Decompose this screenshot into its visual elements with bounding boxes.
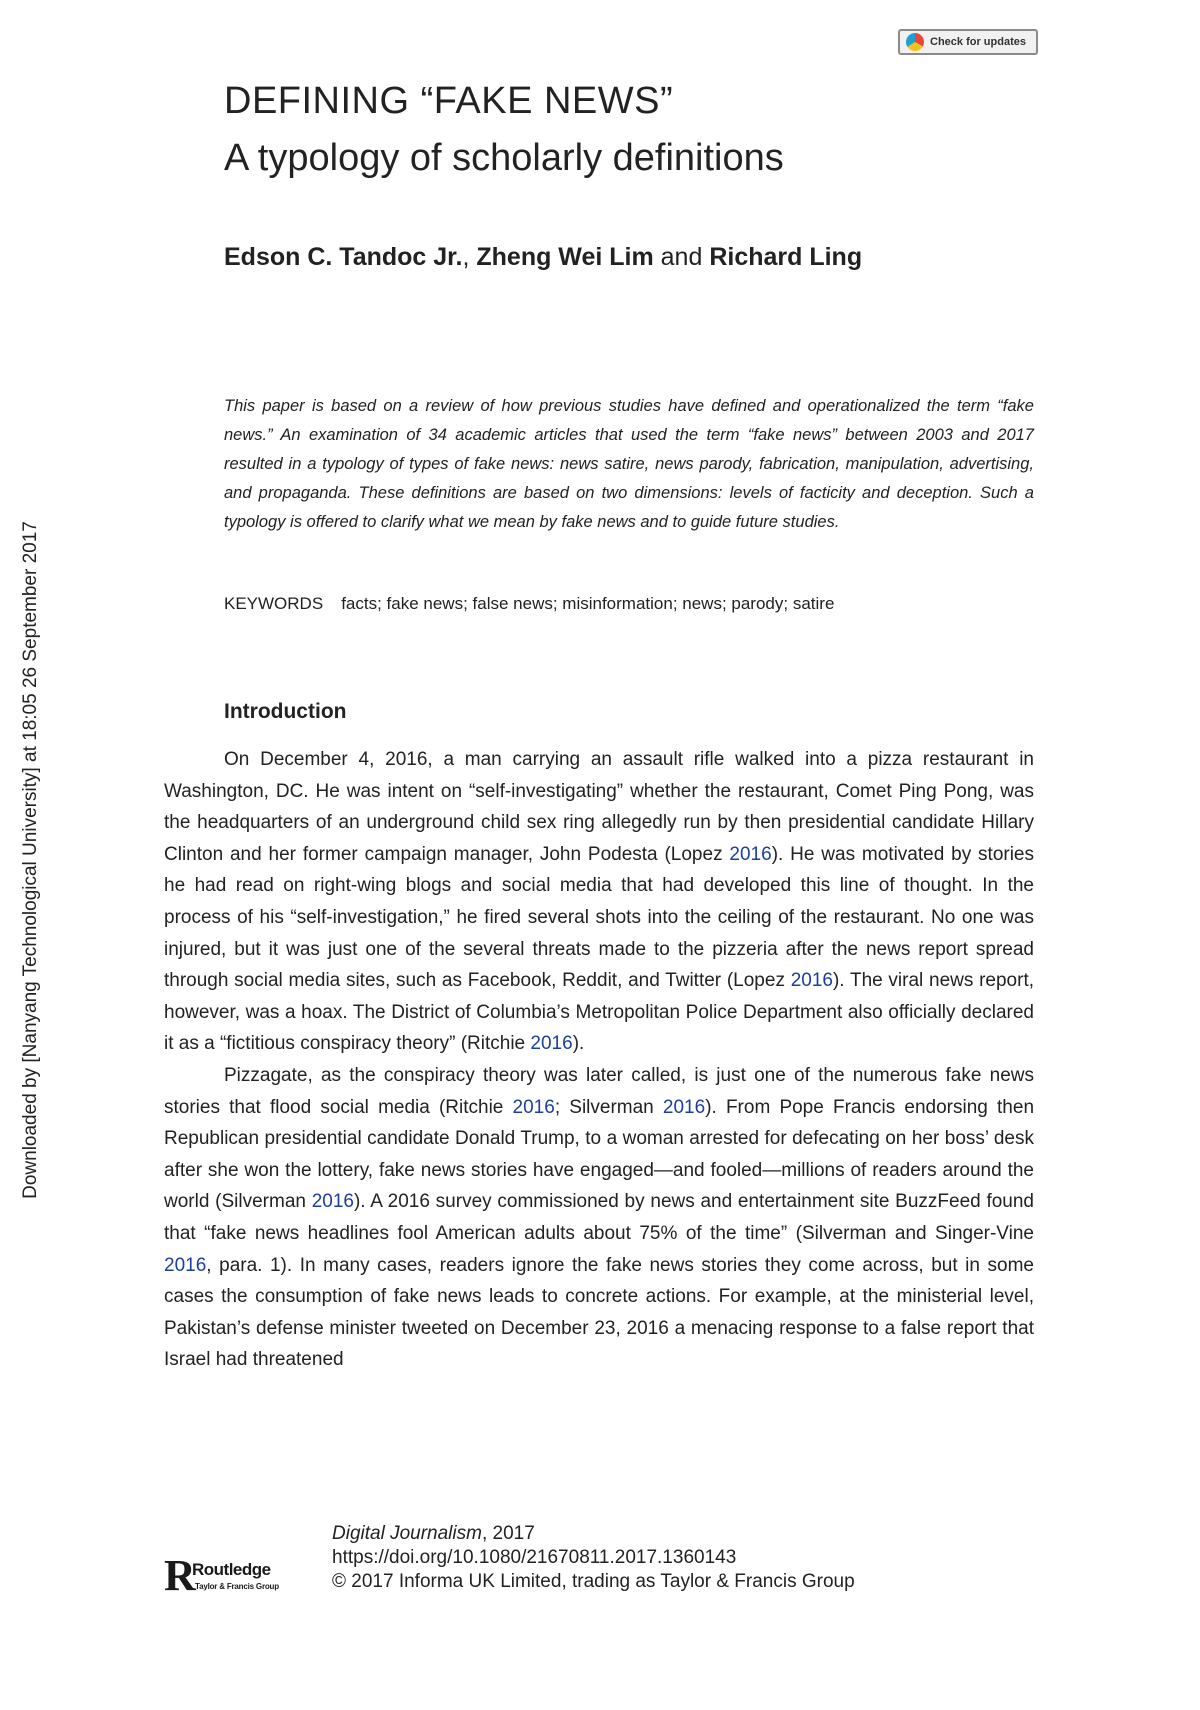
citation-link[interactable]: 2016: [164, 1254, 207, 1276]
author-3[interactable]: Richard Ling: [709, 243, 863, 271]
routledge-r-icon: R: [164, 1551, 196, 1600]
citation-link[interactable]: 2016: [729, 843, 772, 865]
abstract: This paper is based on a review of how previous studies have defined and operationalized the term “fake news.” An examination of 34 academic articles that used the term “fake news” between 2003 and 2017 resulted in a typology of types of fake news: news satire, news parody, fabrication, manipulation, advertising, and propaganda. These definitions are based on two dimensions: levels of facticity and deception. Such a typology is offered to clarify what we mean by fake news and to guide future studies.: [224, 397, 1034, 531]
section-heading-introduction: Introduction: [224, 700, 347, 723]
journal-year: , 2017: [481, 1523, 535, 1544]
author-2[interactable]: Zheng Wei Lim: [476, 243, 654, 271]
paragraph: [164, 744, 1034, 1060]
citation-link[interactable]: 2016: [790, 970, 833, 992]
keywords-text: facts; fake news; false news; misinformation; news; parody; satire: [341, 594, 835, 613]
logo-subtitle: Taylor & Francis Group: [195, 1582, 279, 1591]
doi-link[interactable]: https://doi.org/10.1080/21670811.2017.1360143: [332, 1547, 737, 1568]
text-run: ). A 2016 survey commissioned by news and entertainment site BuzzFeed found that “fake news headlines fool American adults about 75% of the time” (Silverman and Singer-Vine: [164, 1191, 1034, 1244]
citation-link[interactable]: 2016: [512, 1096, 555, 1118]
badge-label: Check for updates: [930, 36, 1026, 48]
citation-link[interactable]: 2016: [311, 1191, 354, 1213]
citation-footer: [332, 1522, 855, 1594]
text-run: ; Silverman: [554, 1096, 663, 1118]
keywords: [224, 594, 834, 614]
article-title-line2: A typology of scholarly definitions: [224, 137, 784, 179]
paragraph: [164, 1060, 1034, 1376]
keywords-label: KEYWORDS: [224, 594, 324, 613]
download-notice: Downloaded by [Nanyang Technological University] at 18:05 26 September 2017: [20, 521, 41, 1199]
citation-link[interactable]: 2016: [530, 1033, 573, 1055]
text-run: On December 4, 2016, a man carrying an assault rifle walked into a pizza restaurant in Washington, DC. He was intent on “self-investigating” whether the restaurant, Comet Ping Pong, was the headquarters of an underground child sex ring allegedly run by then presidential candidate Hillary Clinton and her former campaign manager, John Podesta (Lopez: [164, 749, 1034, 865]
author-sep-1: ,: [462, 243, 477, 271]
text-run: ). He was motivated by stories he had read on right-wing blogs and social media that had developed this line of thought. In the process of his “self-investigation,” he fired several shots into the ceiling of the restaurant. No one was injured, but it was just one of the several threats made to the pizzeria after the news report spread through social media sites, such as Facebook, Reddit, and Twitter (Lopez: [164, 843, 1035, 992]
author-sep-2: and: [653, 243, 710, 271]
routledge-logo: [164, 1551, 300, 1600]
text-run: , para. 1). In many cases, readers ignore the fake news stories they come across, but in some cases the consumption of fake news leads to concrete actions. For example, at the ministerial level, Pakistan’s defense minister tweeted on December 23, 2016 a menacing response to a false report that Israel had threatened: [164, 1254, 1034, 1371]
journal-name: Digital Journalism: [332, 1523, 482, 1544]
article-title-line1: DEFINING “FAKE NEWS”: [224, 80, 674, 122]
text-run: ). The viral news report, however, was a hoax. The District of Columbia’s Metropolitan Police Department also officially declared it as a “fictitious conspiracy theory” (Ritchie: [164, 970, 1034, 1055]
crossmark-icon: [906, 33, 924, 51]
check-for-updates-badge[interactable]: [898, 29, 1038, 55]
citation-link[interactable]: 2016: [662, 1096, 706, 1118]
copyright: © 2017 Informa UK Limited, trading as Taylor & Francis Group: [332, 1571, 855, 1592]
author-list: [224, 243, 862, 272]
logo-brand: Routledge: [192, 1560, 271, 1579]
text-run: ).: [572, 1033, 585, 1055]
text-run: Pizzagate, as the conspiracy theory was later called, is just one of the numerous fake news stories that flood social media (Ritchie: [164, 1064, 1034, 1118]
author-1[interactable]: Edson C. Tandoc Jr.: [224, 243, 463, 271]
body-text: [164, 744, 1034, 1376]
text-run: ). From Pope Francis endorsing then Republican presidential candidate Donald Trump, to a woman arrested for defecating on her boss’ desk after she won the lottery, fake news stories have engaged—and fooled—millions of readers around the world (Silverman: [164, 1096, 1035, 1213]
